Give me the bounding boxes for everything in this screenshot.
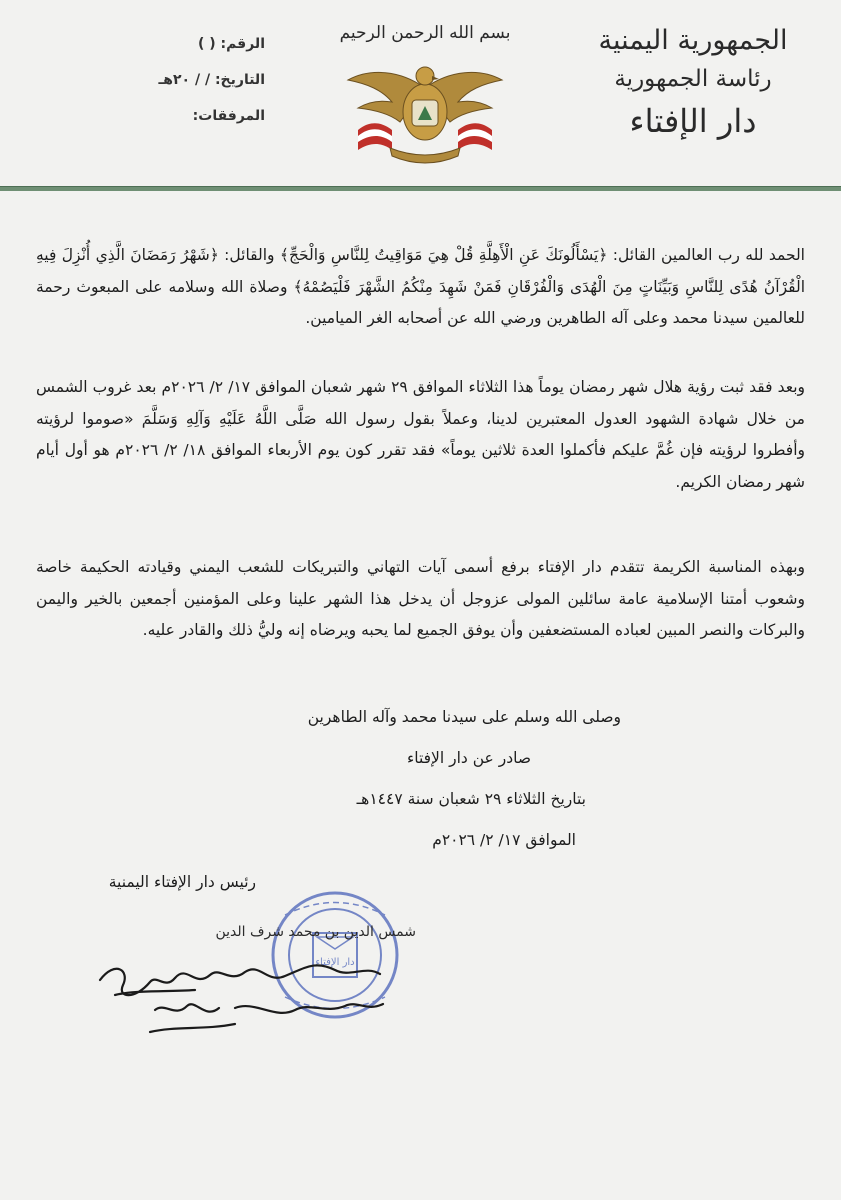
header-divider (0, 186, 841, 191)
announcement-paragraph: وبعد فقد ثبت رؤية هلال شهر رمضان يوماً هذا الثلاثاء الموافق ٢٩ شهر شعبان الموافق ١٧/ ٢/ ٢٠٢٦م بعد غروب الشمس من خلال شهادة الشهود العدول المعتبرين لدينا، وعملاً بقول رسول الله صَلَّى اللَّهُ عَلَيْهِ وَآلِهِ وَسَلَّمَ «صوموا لرؤيته وأفطروا لرؤيته فإن غُمَّ عليكم فأكملوا العدة ثلاثين يوماً» فقد تقرر كون يوم الأربعاء الموافق ١٨/ ٢/ ٢٠٢٦م هو أول أيام شهر رمضان الكريم. (36, 378, 805, 491)
stamp-label: دار الإفتاء (315, 957, 355, 968)
opening-paragraph: الحمد لله رب العالمين القائل: ﴿يَسْأَلُونَكَ عَنِ الْأَهِلَّةِ قُلْ هِيَ مَوَاقِيتُ لِلنَّاسِ وَالْحَجِّ﴾ والقائل: ﴿شَهْرُ رَمَضَانَ الَّذِي أُنْزِلَ فِيهِ الْقُرْآنُ هُدًى لِلنَّاسِ وَبَيِّنَاتٍ مِنَ الْهُدَى وَالْفُرْقَانِ فَمَنْ شَهِدَ مِنْكُمُ الشَّهْرَ فَلْيَصُمْهُ﴾ وصلاة الله وسلامه على المبعوث رحمة للعالمين سيدنا محمد وعلى آله الطاهرين ورضي الله عن أصحابه الغر الميامين. (36, 246, 805, 327)
gregorian-date: الموافق ١٧/ ٢/ ٢٠٢٦م (432, 831, 576, 849)
reference-number-field: الرقم: ( ) (197, 36, 265, 52)
eagle-emblem-icon (325, 50, 525, 174)
letterhead-meta (30, 30, 265, 138)
congratulations-paragraph: وبهذه المناسبة الكريمة تتقدم دار الإفتاء برفع أسمى آيات التهاني والتبريكات للشعب اليمني وقيادته الحكيمة خاصة وشعوب أمتنا الإسلامية عامة سائلين المولى عزوجل أن يدخل هذا الشهر علينا وعلى المؤمنين أجمعين بالخير واليمن والبركات والنصر المبين لعباده المستضعفين وأن يوفق الجميع لما يحبه ويرضاه إنه وليُّ ذلك والقادر عليه. (36, 558, 805, 639)
attachments-field: المرفقات: (192, 108, 265, 124)
office-name: دار الإفتاء (629, 102, 757, 140)
signer-title: رئيس دار الإفتاء اليمنية (108, 873, 256, 891)
issued-by: صادر عن دار الإفتاء (406, 749, 531, 767)
republic-name: الجمهورية اليمنية (598, 25, 788, 56)
basmala: بسم الله الرحمن الرحيم (339, 23, 511, 43)
closing-prayer: وصلى الله وسلم على سيدنا محمد وآله الطاهرين (307, 708, 621, 726)
date-field: التاريخ: / / ٢٠هـ (158, 72, 265, 88)
letter-body (36, 240, 805, 712)
letterhead-center (325, 20, 525, 174)
letterhead-right (573, 22, 813, 144)
signer-name: شمس الدين بن محمد شرف الدين (215, 924, 416, 940)
handwritten-signature (95, 940, 405, 1040)
presidency-name: رئاسة الجمهورية (614, 66, 772, 92)
hijri-date: بتاريخ الثلاثاء ٢٩ شعبان سنة ١٤٤٧هـ (356, 790, 586, 808)
